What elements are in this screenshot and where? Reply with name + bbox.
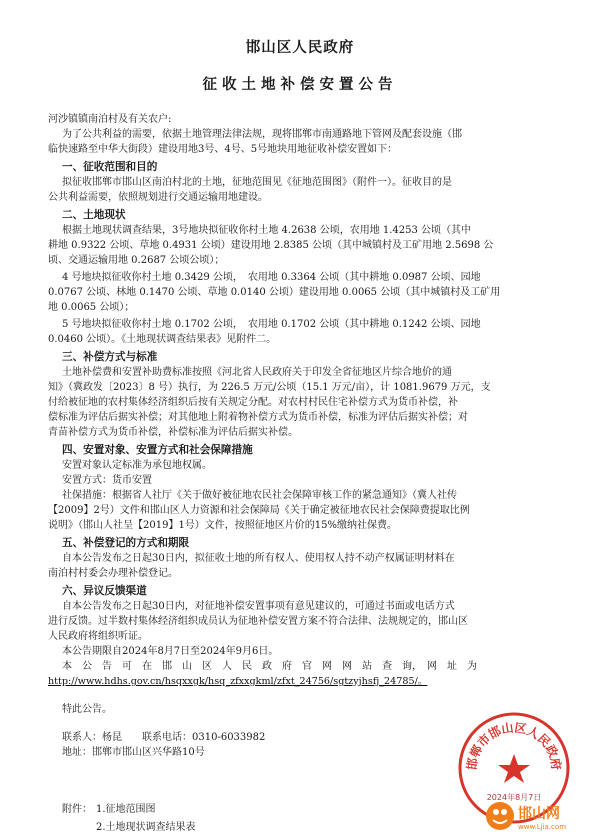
seal-star-icon [498, 754, 530, 783]
body-line: 社保措施：根据省人社厅《关于做好被征地农民社会保障审核工作的紧急通知》（冀人社传 [62, 490, 457, 501]
body-line: 5 号地块拟征收你村土地 0.1702 公顷， 农用地 0.1702 公顷（其中耕地 0.1242 公顷、园地 [62, 319, 481, 330]
section-heading: 一、征收范围和目的 [62, 161, 158, 173]
site-watermark [484, 798, 594, 834]
body-line: 安置方式：货币安置 [62, 475, 152, 486]
closing-line: 特此公告。 [62, 704, 112, 715]
body-line: 自本公告发布之日起30日内，对征地补偿安置事项有意见建议的，可通过书面或电话方式 [62, 601, 455, 612]
body-line: 偿标准为评估后据实补偿；对其他地上附着物补偿方式为货币补偿，标准为评估后据实补偿；对 [48, 412, 468, 423]
intro-line: 临快速路至中华大街段）建设用地3号、4号、5号地块用地征收补偿安置如下： [48, 144, 398, 155]
attachments-label: 附件： [62, 804, 92, 815]
body-line: 土地补偿费和安置补助费标准按照《河北省人民政府关于印发全省征地区片综合地价的通 [62, 367, 452, 378]
website-line: 本 公 告 可 在 邯 山 区 人 民 政 府 官 网 网 站 查 询， 网 址 为 [62, 661, 477, 672]
body-line: 耕地 0.9322 公顷、草地 0.4931 公顷）建设用地 2.8385 公顷（其中城镇村及工矿用地 2.5698 公 [48, 240, 494, 251]
issuer-title: 邯山区人民政府 [245, 40, 355, 56]
body-line: 安置对象认定标准为承包地权属。 [62, 460, 212, 471]
body-line: 根据土地现状调查结果，3号地块拟征收你村土地 4.2638 公顷，农用地 1.4253 公顷（其中 [62, 225, 472, 236]
notice-period: 本公告期限自2024年8月7日至2024年9月6日。 [62, 646, 279, 657]
body-line: 说明》（邯山人社呈【2019】1号）文件，按照征地区片价的15%缴纳社保费。 [48, 520, 398, 531]
watermark-logo-icon [486, 802, 514, 830]
body-line: 青苗补偿方式为货币补偿，补偿标准为评估后据实补偿。 [48, 427, 298, 438]
body-line: 进行反馈。过半数村集体经济组织成员认为征地补偿安置方案不符合法律、法规规定的，邯山区 [48, 616, 468, 627]
body-line: 0.0460 公顷）。《土地现状调查结果表》见附件二。 [48, 334, 277, 345]
body-line: 【2009】2号）文件和邯山区人力资源和社会保障局《关于确定被征地农民社会保障费提取比例 [48, 505, 470, 516]
seal-text: 邯郸市邯山区人民政府 [464, 720, 564, 771]
attachment-item: 1.征地范围图 [96, 804, 156, 815]
website-link[interactable]: http://www.hdhs.gov.cn/hsqxxgk/hsq_zfxxgkml/zfxt_24756/sgtzyjhsfj_24785/。 [48, 676, 428, 687]
watermark-brand: 邯山网 [518, 806, 560, 822]
body-line: 顷、交通运输用地 0.2687 公顷公顷）； [48, 255, 225, 266]
intro-line: 为了公共利益的需要，依据土地管理法律法规，现将邯郸市南通路地下管网及配套设施（邯 [62, 129, 462, 140]
body-line: 拟征收邯郸市邯山区南泊村北的土地，征地范围见《征地范围图》（附件一）。征收目的是 [62, 177, 452, 188]
body-line: 0.0767 公顷、林地 0.1470 公顷、草地 0.0140 公顷）建设用地 0.0065 公顷（其中城镇村及工矿用 [48, 287, 501, 298]
body-line: 4 号地块拟征收你村土地 0.3429 公顷， 农用地 0.3364 公顷（其中耕地 0.0987 公顷、园地 [62, 272, 481, 283]
body-line: 南泊村村委会办理补偿登记。 [48, 568, 178, 579]
body-line: 付给被征地的农村集体经济组织后按有关规定分配。对农村村民住宅补偿方式为货币补偿，补 [48, 397, 458, 408]
seal-date: 2024年8月7日 [486, 793, 542, 802]
body-line: 知》（冀政发〔2023〕8 号）执行，为 226.5 万元/公顷（15.1 万元/亩），计 1081.9679 万元，支 [48, 382, 491, 393]
body-line: 人民政府将组织听证。 [48, 631, 148, 642]
contact-line: 联系人：杨昆 联系电话：0310-6033982 [62, 732, 266, 743]
body-line: 公共利益需要，依照规划进行交通运输用地建设。 [48, 192, 268, 203]
section-heading: 六、异议反馈渠道 [62, 585, 147, 597]
watermark-url: www.Ljia.com [518, 823, 567, 831]
section-heading: 三、补偿方式与标准 [62, 351, 158, 363]
section-heading: 五、补偿登记的方式和期限 [62, 537, 190, 549]
addressee: 河沙镇镇南泊村及有关农户: [48, 114, 172, 125]
notice-title: 征收土地补偿安置公告 [202, 77, 398, 93]
section-heading: 四、安置对象、安置方式和社会保障措施 [62, 444, 253, 456]
attachment-item: 2.土地现状调查结果表 [96, 822, 196, 833]
section-heading: 二、土地现状 [62, 209, 126, 221]
address-line: 地址：邯郸市邯山区兴华路10号 [62, 747, 205, 758]
body-line: 自本公告发布之日起30日内，拟征收土地的所有权人、使用权人持不动产权属证明材料在 [62, 553, 455, 564]
body-line: 地 0.0065 公顷）； [48, 302, 135, 313]
